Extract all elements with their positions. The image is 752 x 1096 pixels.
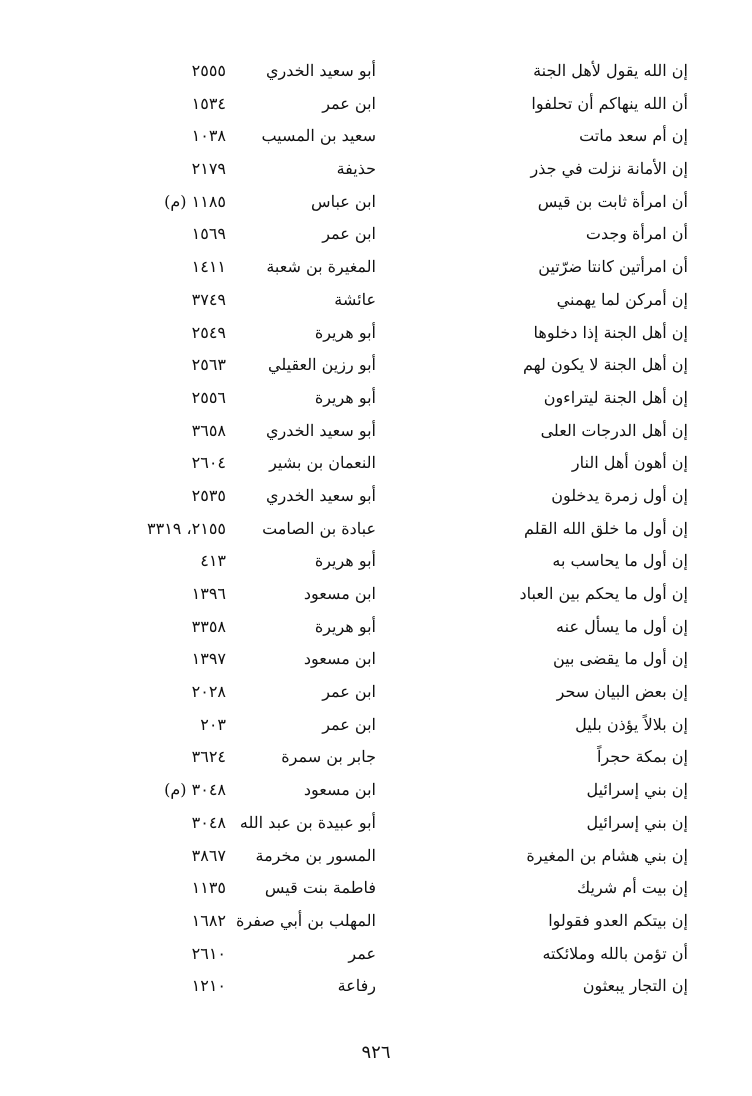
hadith-text: إن أهل الجنة ليتراءون (543, 387, 688, 407)
narrator-name: أبو هريرة (314, 616, 376, 636)
hadith-text: أن امرأتين كانتا ضرّتين (538, 257, 688, 277)
hadith-text: إن بعض البيان سحر (556, 682, 688, 702)
index-row (0, 284, 752, 317)
index-row (0, 88, 752, 121)
hadith-text: إن أول ما خلق الله القلم (524, 518, 688, 538)
hadith-text: إن أهون أهل النار (571, 453, 688, 473)
hadith-number: ٢١٧٩ (191, 159, 226, 179)
narrator-name: رفاعة (337, 976, 376, 996)
narrator-name: جابر بن سمرة (281, 747, 376, 767)
hadith-text: إن أهل الدرجات العلى (540, 420, 688, 440)
index-row (0, 676, 752, 709)
page-number: ٩٢٦ (361, 1042, 391, 1063)
hadith-number: ٣٦٢٤ (191, 747, 226, 767)
hadith-number: ٣٦٥٨ (191, 420, 226, 440)
index-row (0, 938, 752, 971)
index-row (0, 611, 752, 644)
hadith-number: ٢٦٠٤ (191, 453, 226, 473)
hadith-text: إن الأمانة نزلت في جذر (530, 159, 688, 179)
hadith-text: أن امرأة ثابت بن قيس (537, 191, 688, 211)
hadith-text: إن التجار يبعثون (582, 976, 688, 996)
narrator-name: المهلب بن أبي صفرة (236, 910, 376, 930)
index-row (0, 447, 752, 480)
index-row (0, 317, 752, 350)
hadith-text: أن تؤمن بالله وملائكته (542, 943, 688, 963)
index-row (0, 643, 752, 676)
hadith-text: إن أول ما يحكم بين العباد (519, 584, 688, 603)
hadith-text: أن الله ينهاكم أن تحلفوا (531, 93, 688, 113)
hadith-number: ١١٣٥ (191, 878, 226, 898)
narrator-name: أبو هريرة (314, 322, 376, 342)
hadith-number: ١٢١٠ (191, 976, 226, 996)
index-row (0, 480, 752, 513)
hadith-text: إن أول ما يسأل عنه (556, 616, 688, 636)
hadith-text: إن أول ما يحاسب به (552, 551, 688, 571)
narrator-name: فاطمة بنت قيس (264, 878, 376, 898)
index-row (0, 774, 752, 807)
index-row (0, 55, 752, 88)
narrator-name: أبو هريرة (314, 387, 376, 407)
hadith-text: أن امرأة وجدت (585, 224, 688, 244)
narrator-name: المسور بن مخرمة (255, 845, 376, 865)
hadith-text: إن أول زمرة يدخلون (551, 485, 688, 505)
hadith-number: ٢٦١٠ (191, 943, 226, 963)
hadith-text: إن بني إسرائيل (586, 780, 688, 800)
hadith-number: ٢٥٥٦ (191, 387, 226, 407)
hadith-text: إن الله يقول لأهل الجنة (533, 61, 688, 80)
hadith-number: ١٦٨٢ (191, 910, 226, 930)
narrator-name: المغيرة بن شعبة (266, 257, 376, 277)
narrator-name: أبو هريرة (314, 551, 376, 571)
narrator-name: عمر (348, 943, 376, 963)
hadith-number: ٣٠٤٨ (191, 812, 226, 832)
hadith-number: ٢٥٤٩ (191, 322, 226, 342)
index-row (0, 970, 752, 1003)
hadith-number: ١٥٣٤ (191, 93, 226, 113)
index-row (0, 218, 752, 251)
narrator-name: ابن عمر (322, 682, 376, 702)
index-row (0, 349, 752, 382)
hadith-number: ٢٥٥٥ (191, 61, 226, 80)
index-row (0, 120, 752, 153)
narrator-name: ابن مسعود (303, 584, 376, 603)
hadith-text: إن بني إسرائيل (586, 812, 688, 832)
narrator-name: حذيفة (336, 159, 376, 179)
narrator-name: أبو سعيد الخدري (266, 485, 376, 505)
hadith-text: إن بيت أم شريك (577, 878, 688, 898)
narrator-name: ابن عباس (311, 191, 376, 211)
hadith-text: إن أهل الجنة إذا دخلوها (533, 322, 688, 342)
narrator-name: ابن عمر (322, 224, 376, 244)
hadith-text: إن أهل الجنة لا يكون لهم (522, 355, 688, 375)
narrator-name: ابن مسعود (303, 649, 376, 669)
narrator-name: ابن مسعود (303, 780, 376, 800)
index-row (0, 709, 752, 742)
hadith-number: ٣٧٤٩ (191, 289, 226, 309)
hadith-number: ٤١٣ (200, 551, 226, 571)
hadith-number: ٣٨٦٧ (191, 845, 226, 865)
hadith-text: إن بني هشام بن المغيرة (526, 845, 688, 865)
narrator-name: أبو سعيد الخدري (266, 61, 376, 80)
hadith-number: ٢١٥٥، ٣٣١٩ (147, 518, 226, 538)
narrator-name: أبو رزين العقيلي (267, 355, 376, 375)
hadith-text: إن أول ما يقضى بين (553, 649, 688, 669)
narrator-name: عائشة (334, 289, 376, 309)
hadith-text: إن بلالاً يؤذن بليل (575, 714, 688, 734)
index-row (0, 382, 752, 415)
hadith-number: ١٣٩٧ (191, 649, 226, 669)
index-row (0, 513, 752, 546)
hadith-text: إن بمكة حجراً (597, 747, 688, 767)
index-row (0, 545, 752, 578)
narrator-name: أبو عبيدة بن عبد الله (239, 812, 376, 832)
narrator-name: النعمان بن بشير (269, 453, 376, 473)
index-row (0, 415, 752, 448)
hadith-number: ٣٠٤٨ (م) (164, 780, 226, 800)
hadith-number: ١٤١١ (191, 257, 226, 277)
hadith-number: ١٣٩٦ (191, 584, 226, 603)
hadith-number: ٣٣٥٨ (191, 616, 226, 636)
narrator-name: ابن عمر (322, 714, 376, 734)
index-row (0, 741, 752, 774)
hadith-number: ١١٨٥ (م) (164, 191, 226, 211)
index-row (0, 872, 752, 905)
index-row (0, 186, 752, 219)
hadith-number: ١٥٦٩ (191, 224, 226, 244)
index-row (0, 840, 752, 873)
hadith-number: ٢٥٦٣ (191, 355, 226, 375)
hadith-index-table (0, 55, 752, 1003)
hadith-text: إن بيتكم العدو فقولوا (548, 910, 688, 930)
narrator-name: عبادة بن الصامت (262, 518, 376, 538)
index-row (0, 153, 752, 186)
index-row (0, 251, 752, 284)
narrator-name: أبو سعيد الخدري (266, 420, 376, 440)
hadith-text: إن أمركن لما يهمني (556, 289, 688, 309)
hadith-number: ٢٠٢٨ (191, 682, 226, 702)
narrator-name: ابن عمر (322, 93, 376, 113)
index-row (0, 905, 752, 938)
index-row (0, 578, 752, 611)
hadith-number: ٢٥٣٥ (191, 485, 226, 505)
hadith-number: ١٠٣٨ (191, 126, 226, 146)
index-row (0, 807, 752, 840)
narrator-name: سعيد بن المسيب (261, 126, 376, 146)
hadith-number: ٢٠٣ (200, 714, 226, 734)
hadith-text: إن أم سعد ماتت (579, 126, 688, 146)
